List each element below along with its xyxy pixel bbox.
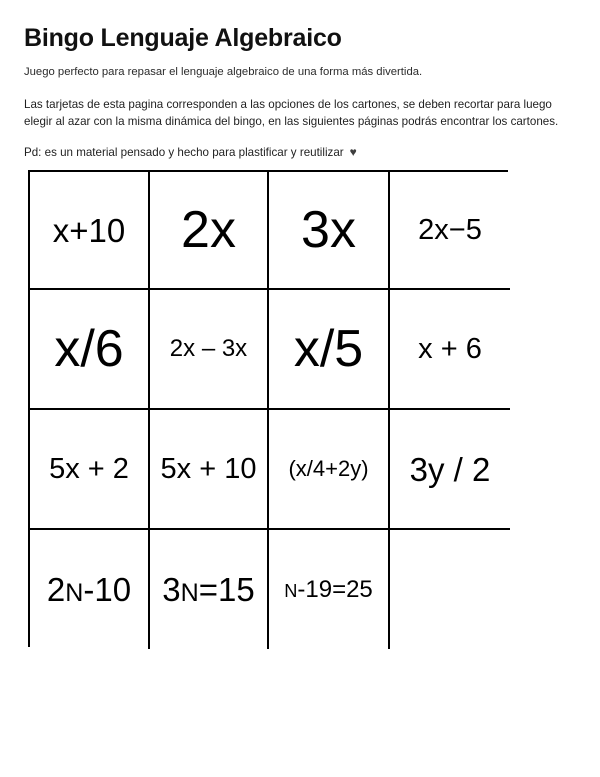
bingo-cell-label: N-19=25 (284, 575, 373, 603)
heart-icon: ♥ (349, 144, 357, 159)
bingo-cell-label: x/6 (54, 320, 124, 378)
bingo-cell-label: 5x + 2 (49, 452, 129, 485)
bingo-cell[interactable] (390, 530, 510, 649)
postscript-text: Pd: es un material pensado y hecho para plastificar y reutilizar (24, 145, 344, 159)
bingo-cell[interactable] (150, 530, 269, 649)
bingo-cell[interactable] (150, 290, 269, 410)
bingo-cell[interactable] (30, 290, 150, 410)
bingo-cell[interactable] (269, 530, 390, 649)
document-header (24, 24, 576, 161)
bingo-cell[interactable] (269, 290, 390, 410)
bingo-cell-label: 2x – 3x (169, 335, 248, 362)
bingo-cell[interactable] (150, 410, 269, 530)
bingo-cell[interactable] (30, 172, 150, 290)
bingo-cell[interactable] (269, 410, 390, 530)
bingo-cell[interactable] (30, 410, 150, 530)
bingo-cell-label: 2x (181, 201, 236, 259)
bingo-cell[interactable] (390, 410, 510, 530)
bingo-cell-label: x/5 (293, 320, 364, 378)
document-intro-paragraph: Las tarjetas de esta pagina corresponden a las opciones de los cartones, se deben recortar para luego elegir al azar con la misma dinámica del bingo, en las siguientes páginas podrás encontrar los cartones. (24, 98, 559, 129)
bingo-cell-label: 2x−5 (418, 213, 482, 246)
smallcap-letter: N (65, 578, 84, 607)
bingo-cell[interactable] (150, 172, 269, 290)
smallcap-letter: N (180, 578, 199, 607)
bingo-cell[interactable] (390, 290, 510, 410)
bingo-cell-label: 2N-10 (46, 570, 132, 608)
bingo-cell-label: x + 6 (418, 332, 482, 365)
document-postscript (24, 145, 576, 161)
smallcap-letter: N (284, 579, 298, 601)
document-subtitle: Juego perfecto para repasar el lenguaje algebraico de una forma más divertida. (24, 65, 423, 78)
bingo-cell[interactable] (30, 530, 150, 649)
bingo-cell[interactable] (269, 172, 390, 290)
bingo-cell-label: 3x (301, 201, 356, 259)
bingo-cell-label: x+10 (52, 211, 126, 249)
bingo-card-grid (28, 170, 508, 647)
bingo-cell-label: (x/4+2y) (288, 456, 369, 481)
bingo-cell[interactable] (390, 172, 510, 290)
bingo-cell-label: 3N=15 (162, 570, 255, 608)
bingo-cell-label: 3y / 2 (409, 450, 491, 488)
page-title: Bingo Lenguaje Algebraico (24, 24, 342, 52)
bingo-cell-label: 5x + 10 (160, 452, 257, 485)
